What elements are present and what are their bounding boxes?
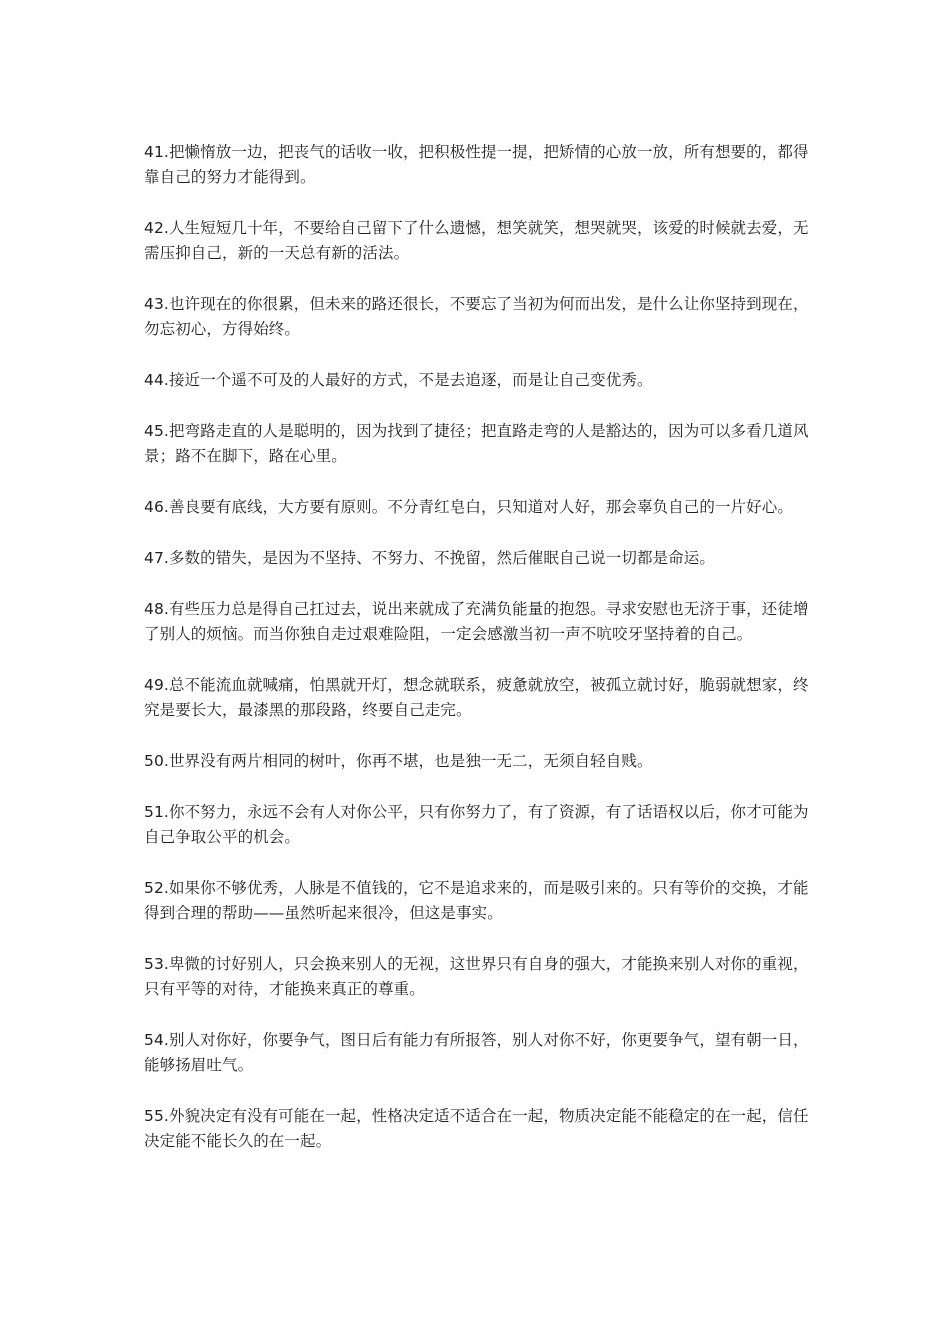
paragraph-54: 54.别人对你好，你要争气，图日后有能力有所报答，别人对你不好，你更要争气，望有朝一日，能够扬眉吐气。 [144,1031,809,1074]
paragraph-47: 47.多数的错失，是因为不坚持、不努力、不挽留，然后催眠自己说一切都是命运。 [144,549,715,567]
paragraph-53: 53.卑微的讨好别人，只会换来别人的无视，这世界只有自身的强大，才能换来别人对你的重视，只有平等的对待，才能换来真正的尊重。 [144,955,809,998]
paragraph-55: 55.外貌决定有没有可能在一起，性格决定适不适合在一起，物质决定能不能稳定的在一起，信任决定能不能长久的在一起。 [144,1107,809,1150]
paragraph-44: 44.接近一个遥不可及的人最好的方式，不是去追逐，而是让自己变优秀。 [144,371,653,389]
document-body [144,140,812,1180]
paragraph-50: 50.世界没有两片相同的树叶，你再不堪，也是独一无二，无须自轻自贱。 [144,752,653,770]
paragraph-49: 49.总不能流血就喊痛，怕黑就开灯，想念就联系，疲惫就放空，被孤立就讨好，脆弱就想家，终究是要长大，最漆黑的那段路，终要自己走完。 [144,676,809,719]
paragraph-52: 52.如果你不够优秀，人脉是不值钱的，它不是追求来的，而是吸引来的。只有等价的交换，才能得到合理的帮助——虽然听起来很冷，但这是事实。 [144,879,809,922]
paragraph-43: 43.也许现在的你很累，但未来的路还很长，不要忘了当初为何而出发，是什么让你坚持到现在，勿忘初心，方得始终。 [144,295,809,338]
paragraph-42: 42.人生短短几十年，不要给自己留下了什么遗憾，想笑就笑，想哭就哭，该爱的时候就去爱，无需压抑自己，新的一天总有新的活法。 [144,219,809,262]
paragraph-46: 46.善良要有底线，大方要有原则。不分青红皂白，只知道对人好，那会辜负自己的一片好心。 [144,498,793,516]
paragraph-45: 45.把弯路走直的人是聪明的，因为找到了捷径；把直路走弯的人是豁达的，因为可以多看几道风景；路不在脚下，路在心里。 [144,422,809,465]
paragraph-48: 48.有些压力总是得自己扛过去，说出来就成了充满负能量的抱怨。寻求安慰也无济于事，还徒增了别人的烦恼。而当你独自走过艰难险阻，一定会感激当初一声不吭咬牙坚持着的自己。 [144,600,809,643]
paragraph-51: 51.你不努力，永远不会有人对你公平，只有你努力了，有了资源，有了话语权以后，你才可能为自己争取公平的机会。 [144,803,809,846]
paragraph-41: 41.把懒惰放一边，把丧气的话收一收，把积极性提一提，把矫情的心放一放，所有想要的，都得靠自己的努力才能得到。 [144,143,809,186]
